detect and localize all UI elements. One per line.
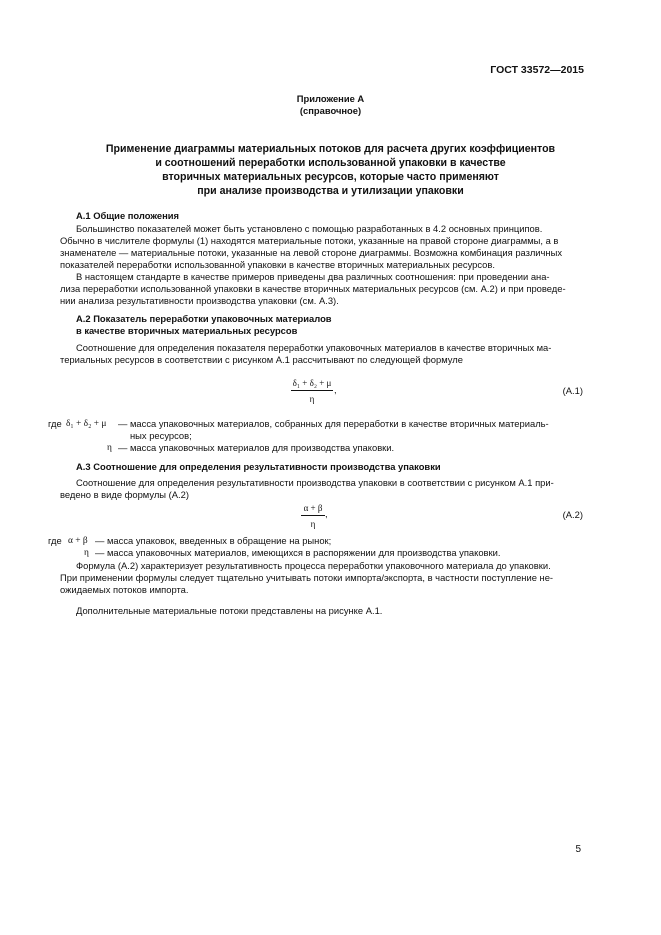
fraction-bar <box>291 390 333 391</box>
appendix-title: Приложение А <box>296 93 365 104</box>
fraction-bar <box>301 515 325 516</box>
where-symbol: η <box>107 443 112 453</box>
where-symbol: δ₁ + δ₂ + μ <box>66 419 107 429</box>
where-definition: — масса упаковочных материалов, имеющихся в распоряжении для производства упаковки. <box>95 547 501 558</box>
section-a2-line: Соотношение для определения показателя переработки упаковочных материалов в качестве вторичных ма- <box>76 342 552 353</box>
section-a1-line: показателей переработки использованной упаковки в качестве вторичных материальных ресурсов. <box>60 259 495 270</box>
where-definition: — масса упаковочных материалов для производства упаковки. <box>118 442 395 453</box>
section-a1-heading: А.1 Общие положения <box>76 210 179 221</box>
main-title-line-3: вторичных материальных ресурсов, которые часто применяют <box>162 171 499 183</box>
formula-a1-number: (А.1) <box>562 385 583 396</box>
formula-a2 <box>301 502 325 530</box>
formula-a2-denominator: η <box>310 519 316 529</box>
section-a3-after-line: Формула (А.2) характеризует результативность процесса переработки упаковочного материала до упаковки. <box>76 560 551 571</box>
section-a1-line: В настоящем стандарте в качестве примеров приведены два различных соотношения: при проведении ана- <box>76 271 550 282</box>
section-a3-after-line: ожидаемых потоков импорта. <box>60 584 189 595</box>
where-symbol: η <box>84 548 89 558</box>
main-title-line-2: и соотношений переработки использованной упаковки в качестве <box>155 157 506 169</box>
section-a1-line: знаменателе — материальные потоки, указанные на левой стороне диаграммы. Возможна комбинация различных <box>60 247 563 258</box>
where-symbol: α + β <box>68 536 88 546</box>
section-a2-line: териальных ресурсов в соответствии с рисунком А.1 рассчитывают по следующей формуле <box>60 354 463 365</box>
section-a3-after-line: Дополнительные материальные потоки представлены на рисунке А.1. <box>76 605 383 616</box>
page-number: 5 <box>575 844 581 855</box>
where-definition-continued: ных ресурсов; <box>130 430 192 441</box>
section-a3-line: Соотношение для определения результативности производства упаковки в соответствии с рисунком А.1 при- <box>76 477 554 488</box>
where-definition: — масса упаковочных материалов, собранных для переработки в качестве вторичных материаль- <box>118 418 549 429</box>
section-a1-line: нии анализа результативности производства упаковки (см. А.3). <box>60 295 339 306</box>
section-a3-after-line: При применении формулы следует тщательно учитывать потоки импорта/экспорта, в частности поступление не- <box>60 572 554 583</box>
where-prefix: где <box>48 418 62 429</box>
section-a1-line: лиза переработки использованной упаковки в качестве вторичных материальных ресурсов (см. А.2) и при проведе- <box>60 283 566 294</box>
formula-a2-number: (А.2) <box>562 509 583 520</box>
formula-a1-numerator: δ₁ + δ₂ + μ <box>292 378 332 388</box>
where-definition: — масса упаковок, введенных в обращение на рынок; <box>95 535 332 546</box>
formula-a1-denominator: η <box>309 394 315 404</box>
formula-a1 <box>291 377 333 405</box>
document-id: ГОСТ 33572—2015 <box>490 64 584 76</box>
formula-a2-numerator: α + β <box>303 503 323 513</box>
main-title-line-1: Применение диаграммы материальных потоков для расчета других коэффициентов <box>105 143 556 155</box>
section-a3-heading: А.3 Соотношение для определения результативности производства упаковки <box>76 461 441 472</box>
where-prefix: где <box>48 535 62 546</box>
section-a2-heading-line-1: А.2 Показатель переработки упаковочных материалов <box>76 313 332 324</box>
formula-a2-suffix: , <box>325 508 328 519</box>
formula-a1-suffix: , <box>334 384 337 395</box>
main-title-line-4: при анализе производства и утилизации упаковки <box>197 185 464 197</box>
section-a1-line: Большинство показателей может быть установлено с помощью разработанных в 4.2 основных принципов. <box>76 223 543 234</box>
section-a1-line: Обычно в числителе формулы (1) находятся материальные потоки, указанные на правой стороне диаграммы, а в <box>60 235 559 246</box>
appendix-subtitle: (справочное) <box>299 105 362 116</box>
section-a2-heading-line-2: в качестве вторичных материальных ресурсов <box>76 325 298 336</box>
section-a3-line: ведено в виде формулы (А.2) <box>60 489 189 500</box>
